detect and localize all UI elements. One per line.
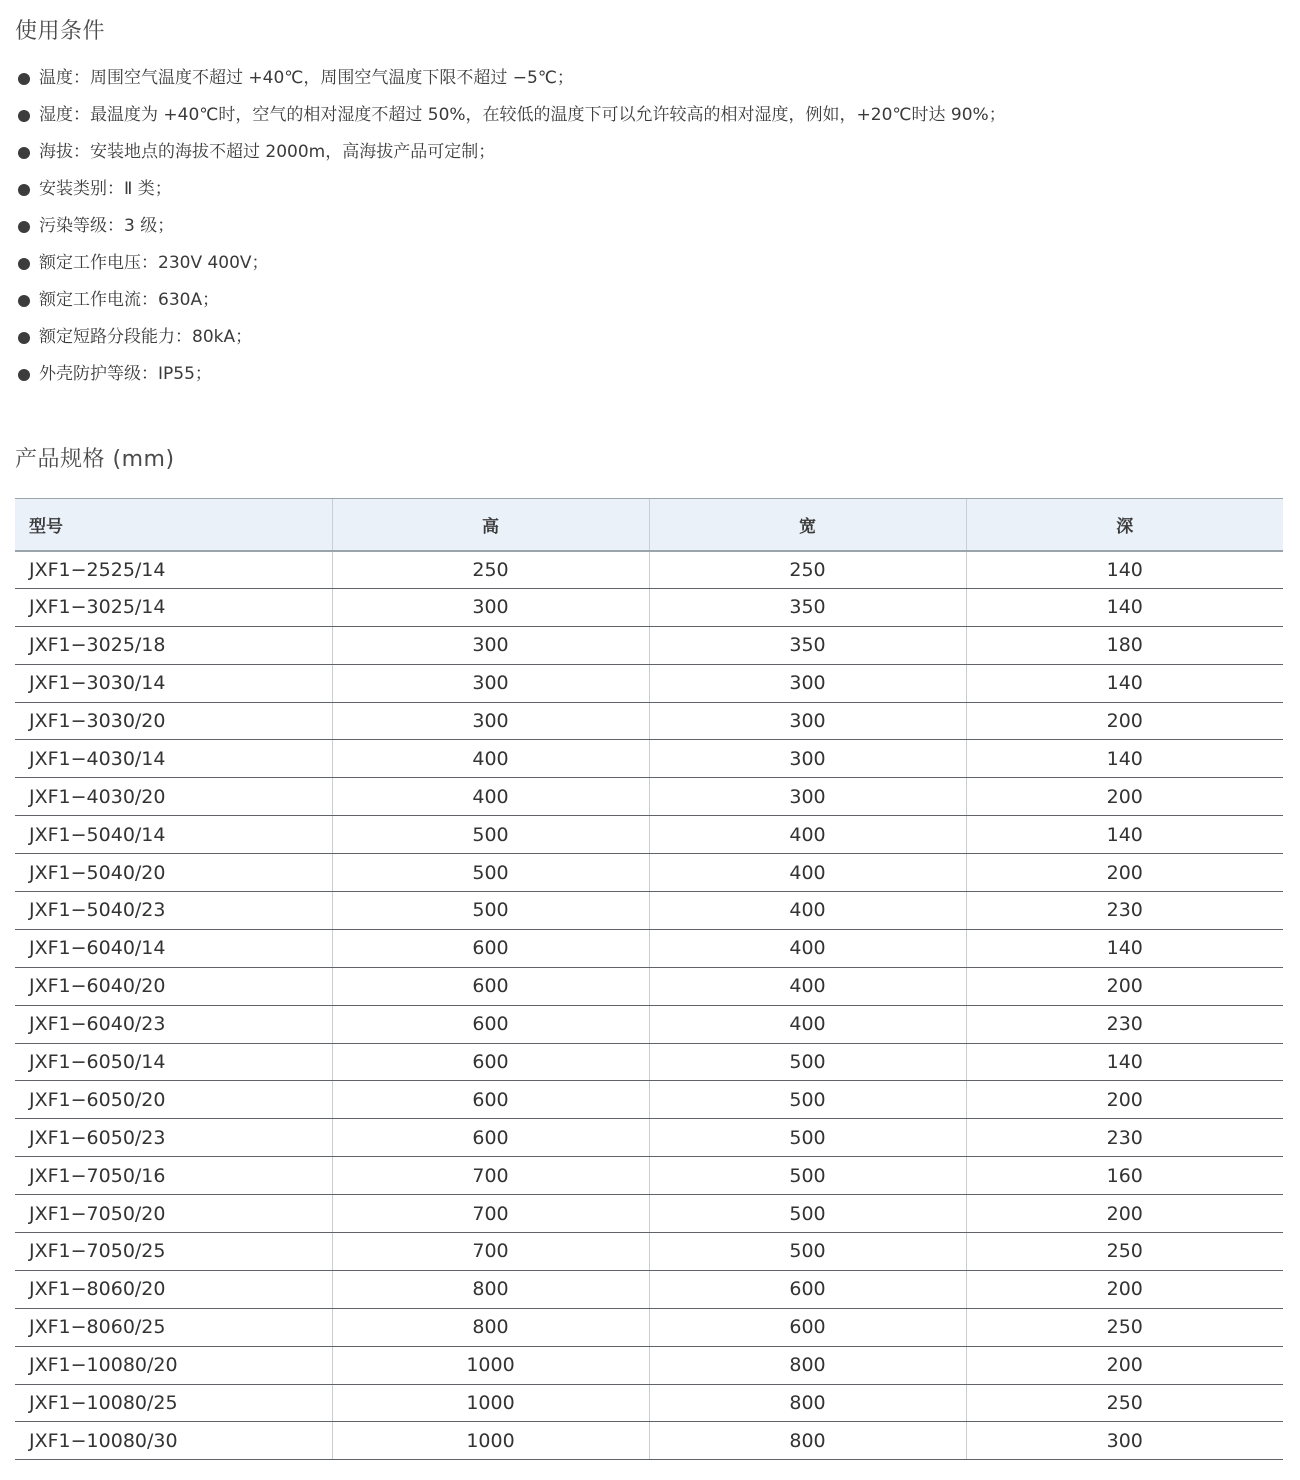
table-row (15, 892, 1283, 930)
bullet-icon (18, 184, 30, 196)
conditions-list (18, 60, 1006, 393)
cell-model: JXF1−5040/20 (15, 854, 332, 892)
table-row (15, 854, 1283, 892)
cell-model: JXF1−6040/23 (15, 1005, 332, 1043)
cell-width: 400 (649, 1005, 966, 1043)
condition-text: 湿度：最温度为 +40℃时，空气的相对湿度不超过 50%，在较低的温度下可以允许较高的相对湿度，例如，+20℃时达 90%； (39, 105, 1006, 125)
table-row (15, 929, 1283, 967)
cell-depth: 230 (966, 1119, 1283, 1157)
cell-height: 300 (332, 626, 649, 664)
table-row (15, 778, 1283, 816)
bullet-icon (18, 147, 30, 159)
cell-width: 600 (649, 1308, 966, 1346)
cell-width: 400 (649, 929, 966, 967)
cell-width: 800 (649, 1422, 966, 1460)
list-item (18, 60, 1006, 97)
cell-model: JXF1−8060/25 (15, 1308, 332, 1346)
cell-model: JXF1−6040/14 (15, 929, 332, 967)
cell-model: JXF1−3025/18 (15, 626, 332, 664)
bullet-icon (18, 110, 30, 122)
cell-height: 600 (332, 1005, 649, 1043)
bullet-icon (18, 221, 30, 233)
table-row (15, 967, 1283, 1005)
table-row (15, 1043, 1283, 1081)
cell-width: 300 (649, 702, 966, 740)
cell-width: 800 (649, 1346, 966, 1384)
table-row (15, 551, 1283, 589)
cell-depth: 140 (966, 1043, 1283, 1081)
cell-width: 400 (649, 967, 966, 1005)
table-row (15, 1081, 1283, 1119)
condition-text: 污染等级：3 级； (39, 216, 175, 236)
cell-width: 500 (649, 1081, 966, 1119)
cell-depth: 200 (966, 1081, 1283, 1119)
cell-height: 300 (332, 702, 649, 740)
cell-depth: 230 (966, 1005, 1283, 1043)
cell-model: JXF1−5040/14 (15, 816, 332, 854)
list-item (18, 134, 1006, 171)
cell-height: 500 (332, 816, 649, 854)
table-row (15, 816, 1283, 854)
cell-height: 600 (332, 1043, 649, 1081)
cell-width: 350 (649, 626, 966, 664)
table-row (15, 1270, 1283, 1308)
table-row (15, 588, 1283, 626)
list-item (18, 356, 1006, 393)
cell-depth: 140 (966, 740, 1283, 778)
cell-height: 400 (332, 740, 649, 778)
condition-text: 额定短路分段能力：80kA； (39, 327, 253, 347)
cell-width: 500 (649, 1233, 966, 1271)
table-row (15, 1384, 1283, 1422)
table-row (15, 1422, 1283, 1460)
cell-model: JXF1−6040/20 (15, 967, 332, 1005)
cell-height: 250 (332, 551, 649, 589)
condition-text: 外壳防护等级：IP55； (39, 364, 212, 384)
cell-width: 350 (649, 588, 966, 626)
cell-height: 800 (332, 1308, 649, 1346)
cell-model: JXF1−6050/20 (15, 1081, 332, 1119)
cell-depth: 250 (966, 1308, 1283, 1346)
cell-depth: 140 (966, 929, 1283, 967)
table-row (15, 1308, 1283, 1346)
cell-model: JXF1−4030/14 (15, 740, 332, 778)
cell-depth: 250 (966, 1233, 1283, 1271)
cell-depth: 250 (966, 1384, 1283, 1422)
cell-model: JXF1−6050/14 (15, 1043, 332, 1081)
cell-model: JXF1−10080/25 (15, 1384, 332, 1422)
condition-text: 额定工作电流：630A； (39, 290, 220, 310)
list-item (18, 245, 1006, 282)
cell-model: JXF1−6050/23 (15, 1119, 332, 1157)
cell-depth: 200 (966, 1346, 1283, 1384)
table-body (15, 551, 1283, 1460)
cell-width: 600 (649, 1270, 966, 1308)
bullet-icon (18, 295, 30, 307)
cell-height: 700 (332, 1195, 649, 1233)
cell-height: 600 (332, 967, 649, 1005)
cell-height: 500 (332, 854, 649, 892)
cell-width: 500 (649, 1119, 966, 1157)
cell-depth: 200 (966, 967, 1283, 1005)
cell-depth: 230 (966, 892, 1283, 930)
cell-height: 300 (332, 664, 649, 702)
table-row (15, 1005, 1283, 1043)
cell-height: 300 (332, 588, 649, 626)
table-row (15, 626, 1283, 664)
cell-width: 300 (649, 740, 966, 778)
cell-depth: 200 (966, 702, 1283, 740)
cell-model: JXF1−8060/20 (15, 1270, 332, 1308)
table-row (15, 702, 1283, 740)
cell-height: 600 (332, 1081, 649, 1119)
cell-depth: 200 (966, 1195, 1283, 1233)
header-depth: 深 (966, 499, 1283, 551)
cell-height: 1000 (332, 1384, 649, 1422)
bullet-icon (18, 73, 30, 85)
table-header-row (15, 499, 1283, 551)
spec-table (15, 498, 1283, 1460)
cell-height: 500 (332, 892, 649, 930)
table-row (15, 1119, 1283, 1157)
cell-model: JXF1−2525/14 (15, 551, 332, 589)
table-row (15, 740, 1283, 778)
list-item (18, 171, 1006, 208)
table-row (15, 1195, 1283, 1233)
cell-width: 800 (649, 1384, 966, 1422)
cell-depth: 140 (966, 664, 1283, 702)
header-model: 型号 (15, 499, 332, 551)
cell-width: 400 (649, 892, 966, 930)
cell-depth: 160 (966, 1157, 1283, 1195)
bullet-icon (18, 369, 30, 381)
cell-width: 500 (649, 1195, 966, 1233)
table-row (15, 1346, 1283, 1384)
cell-depth: 140 (966, 816, 1283, 854)
cell-depth: 300 (966, 1422, 1283, 1460)
cell-height: 1000 (332, 1422, 649, 1460)
specs-title: 产品规格 (mm) (15, 447, 175, 472)
cell-model: JXF1−5040/23 (15, 892, 332, 930)
cell-height: 400 (332, 778, 649, 816)
condition-text: 温度：周围空气温度不超过 +40℃，周围空气温度下限不超过 −5℃； (39, 68, 574, 88)
cell-height: 600 (332, 1119, 649, 1157)
cell-depth: 200 (966, 1270, 1283, 1308)
cell-depth: 180 (966, 626, 1283, 664)
cell-model: JXF1−7050/25 (15, 1233, 332, 1271)
cell-model: JXF1−10080/20 (15, 1346, 332, 1384)
cell-depth: 140 (966, 588, 1283, 626)
header-width: 宽 (649, 499, 966, 551)
cell-depth: 200 (966, 854, 1283, 892)
cell-height: 1000 (332, 1346, 649, 1384)
cell-width: 300 (649, 664, 966, 702)
cell-model: JXF1−4030/20 (15, 778, 332, 816)
list-item (18, 282, 1006, 319)
list-item (18, 208, 1006, 245)
condition-text: 额定工作电压：230V 400V； (39, 253, 269, 273)
condition-text: 海拔：安装地点的海拔不超过 2000m，高海拔产品可定制； (39, 142, 496, 162)
cell-width: 300 (649, 778, 966, 816)
cell-model: JXF1−3030/14 (15, 664, 332, 702)
cell-depth: 140 (966, 551, 1283, 589)
cell-width: 500 (649, 1043, 966, 1081)
cell-depth: 200 (966, 778, 1283, 816)
cell-height: 700 (332, 1157, 649, 1195)
cell-width: 250 (649, 551, 966, 589)
cell-model: JXF1−3030/20 (15, 702, 332, 740)
condition-text: 安装类别：Ⅱ 类； (39, 179, 172, 199)
table-row (15, 1157, 1283, 1195)
list-item (18, 319, 1006, 356)
cell-model: JXF1−10080/30 (15, 1422, 332, 1460)
cell-height: 600 (332, 929, 649, 967)
bullet-icon (18, 258, 30, 270)
bullet-icon (18, 332, 30, 344)
cell-width: 500 (649, 1157, 966, 1195)
cell-model: JXF1−3025/14 (15, 588, 332, 626)
conditions-title: 使用条件 (15, 19, 106, 44)
cell-model: JXF1−7050/20 (15, 1195, 332, 1233)
cell-width: 400 (649, 816, 966, 854)
cell-model: JXF1−7050/16 (15, 1157, 332, 1195)
cell-height: 800 (332, 1270, 649, 1308)
header-height: 高 (332, 499, 649, 551)
cell-height: 700 (332, 1233, 649, 1271)
cell-width: 400 (649, 854, 966, 892)
table-row (15, 1233, 1283, 1271)
list-item (18, 97, 1006, 134)
table-row (15, 664, 1283, 702)
